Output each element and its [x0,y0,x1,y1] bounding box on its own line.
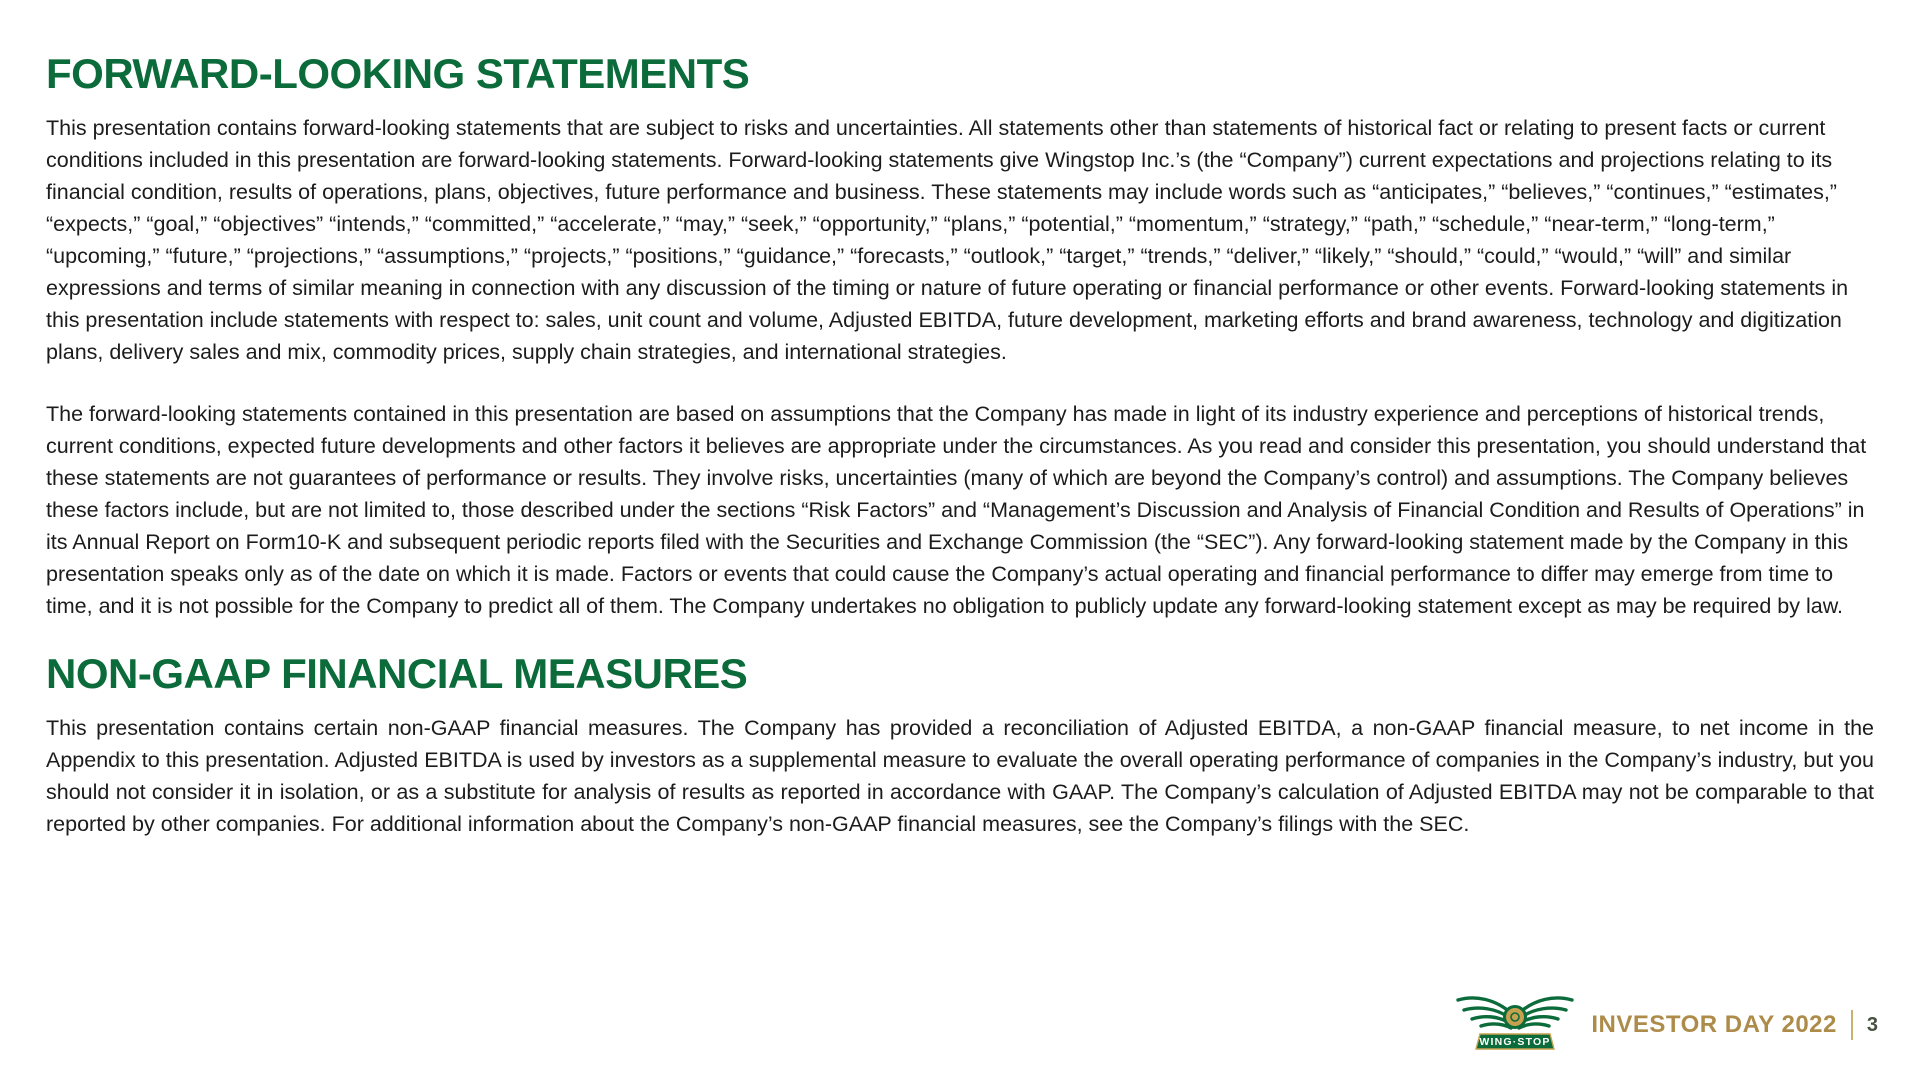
page-number: 3 [1866,1013,1878,1036]
wingstop-logo-icon [1453,994,1577,1056]
forward-looking-paragraph-2: The forward-looking statements contained in this presentation are based on assumptions that the Company has made in light of its industry experience and perceptions of historical trends, current conditions, expected future developments and other factors it believes are appropriate under the circumstances. As you read and consider this presentation, you should understand that these statements are not guarantees of performance or results. They involve risks, uncertainties (many of which are beyond the Company’s control) and assumptions. The Company believes these factors include, but are not limited to, those described under the sections “Risk Factors” and “Management’s Discussion and Analysis of Financial Condition and Results of Operations” in its Annual Report on Form10-K and subsequent periodic reports filed with the Securities and Exchange Commission (the “SEC”). Any forward-looking statement made by the Company in this presentation speaks only as of the date on which it is made. Factors or events that could cause the Company’s actual operating and financial performance to differ may emerge from time to time, and it is not possible for the Company to predict all of them. The Company undertakes no obligation to publicly update any forward-looking statement except as may be required by law. [46,402,1867,619]
section-non-gaap-measures [46,652,1874,840]
footer [1453,994,1878,1056]
non-gaap-paragraph-1: This presentation contains certain non-GAAP financial measures. The Company has provided a reconciliation of Adjusted EBITDA, a non-GAAP financial measure, to net income in the Appendix to this presentation. Adjusted EBITDA is used by investors as a supplemental measure to evaluate the overall operating performance of companies in the Company’s industry, but you should not consider it in isolation, or as a substitute for analysis of results as reported in accordance with GAAP. The Company’s calculation of Adjusted EBITDA may not be comparable to that reported by other companies. For additional information about the Company’s non-GAAP financial measures, see the Company’s filings with the SEC. [46,716,1874,837]
event-label: INVESTOR DAY 2022 [1591,1011,1837,1038]
forward-looking-paragraph-1: This presentation contains forward-looking statements that are subject to risks and uncertainties. All statements other than statements of historical fact or relating to present facts or current conditions included in this presentation are forward-looking statements. Forward-looking statements give Wingstop Inc.’s (the “Company”) current expectations and projections relating to its financial condition, results of operations, plans, objectives, future performance and business. These statements may include words such as “anticipates,” “believes,” “continues,” “estimates,” “expects,” “goal,” “objectives” “intends,” “committed,” “accelerate,” “may,” “seek,” “opportunity,” “plans,” “potential,” “momentum,” “strategy,” “path,” “schedule,” “near-term,” “long-term,” “upcoming,” “future,” “projections,” “assumptions,” “projects,” “positions,” “guidance,” “forecasts,” “outlook,” “target,” “trends,” “deliver,” “likely,” “should,” “could,” “would,” “will” and similar expressions and terms of similar meaning in connection with any discussion of the timing or nature of future operating or financial performance or other events. Forward-looking statements in this presentation include statements with respect to: sales, unit count and volume, Adjusted EBITDA, future development, marketing efforts and brand awareness, technology and digitization plans, delivery sales and mix, commodity prices, supply chain strategies, and international strategies. [46,116,1849,365]
forward-looking-statements-title: FORWARD-LOOKING STATEMENTS [46,50,750,97]
footer-divider [1851,1010,1853,1040]
wingstop-logo-banner-text: WING·STOP [1479,1036,1551,1048]
non-gaap-measures-title: NON-GAAP FINANCIAL MEASURES [46,650,748,698]
section-forward-looking-statements [46,52,1874,622]
